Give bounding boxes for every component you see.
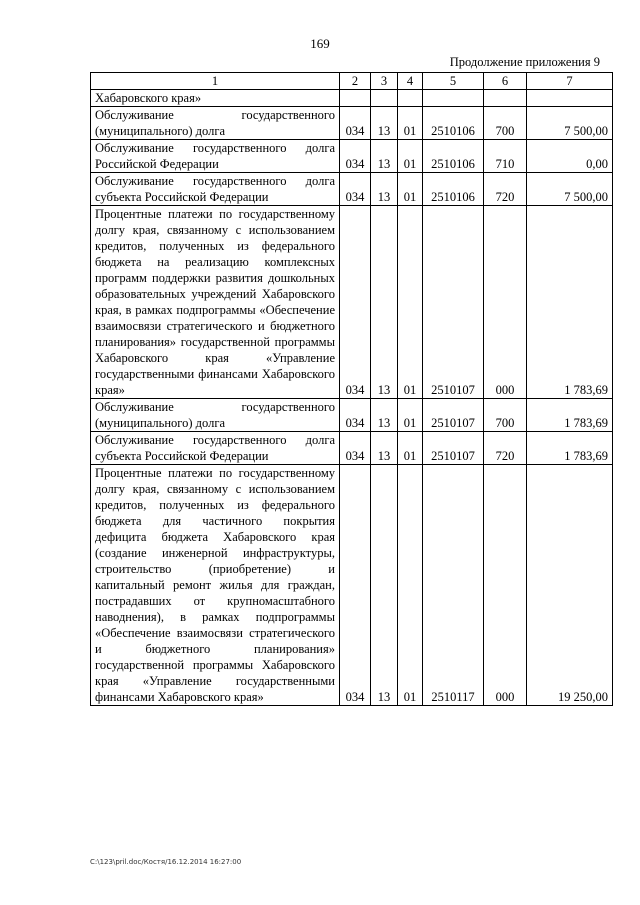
row-expense-type: 710 [484, 140, 527, 173]
row-expense-type: 720 [484, 173, 527, 206]
row-expense-type: 000 [484, 465, 527, 706]
row-ministry-code: 034 [340, 140, 371, 173]
row-section-code [371, 90, 398, 107]
budget-table [90, 72, 613, 706]
page-number: 169 [310, 36, 330, 51]
row-amount: 1 783,69 [527, 432, 613, 465]
row-subsection-code: 01 [398, 140, 423, 173]
table-row [91, 107, 613, 140]
row-section-code: 13 [371, 173, 398, 206]
table-row [91, 173, 613, 206]
row-expense-type: 000 [484, 206, 527, 399]
row-amount: 1 783,69 [527, 399, 613, 432]
row-description: Обслуживание государственного (муниципального) долга [91, 399, 340, 432]
table-row [91, 399, 613, 432]
row-description: Обслуживание государственного долга субъекта Российской Федерации [91, 432, 340, 465]
header-col-4: 4 [398, 73, 423, 90]
row-expense-type: 720 [484, 432, 527, 465]
row-ministry-code: 034 [340, 206, 371, 399]
row-ministry-code [340, 90, 371, 107]
row-target-code: 2510117 [423, 465, 484, 706]
row-amount: 19 250,00 [527, 465, 613, 706]
row-target-code: 2510107 [423, 432, 484, 465]
row-section-code: 13 [371, 399, 398, 432]
file-path-footer: C:\123\pril.doc/Костя/16.12.2014 16:27:00 [90, 858, 242, 866]
row-subsection-code: 01 [398, 107, 423, 140]
row-section-code: 13 [371, 206, 398, 399]
row-subsection-code: 01 [398, 432, 423, 465]
row-expense-type: 700 [484, 399, 527, 432]
row-ministry-code: 034 [340, 173, 371, 206]
row-description: Обслуживание государственного (муниципального) долга [91, 107, 340, 140]
row-target-code: 2510107 [423, 399, 484, 432]
header-row [91, 73, 613, 90]
table-row [91, 465, 613, 706]
row-ministry-code: 034 [340, 399, 371, 432]
row-target-code: 2510106 [423, 173, 484, 206]
row-section-code: 13 [371, 140, 398, 173]
row-subsection-code [398, 90, 423, 107]
table-row [91, 140, 613, 173]
row-subsection-code: 01 [398, 173, 423, 206]
row-subsection-code: 01 [398, 465, 423, 706]
appendix-continuation-note: Продолжение приложения 9 [449, 55, 600, 69]
table-row [91, 432, 613, 465]
row-section-code: 13 [371, 465, 398, 706]
row-amount: 1 783,69 [527, 206, 613, 399]
table-row [91, 206, 613, 399]
header-col-7: 7 [527, 73, 613, 90]
table-row [91, 90, 613, 107]
header-col-1: 1 [91, 73, 340, 90]
row-ministry-code: 034 [340, 432, 371, 465]
row-expense-type: 700 [484, 107, 527, 140]
row-target-code [423, 90, 484, 107]
row-description: Процентные платежи по государственному долгу края, связанному с использованием кредитов, полученных из федерального бюджета на реализацию комплексных программ поддержки развития дошкольных образовательных учреждений Хабаровского края, в рамках подпрограммы «Обеспечение взаимосвязи стратегического и бюджетного планирования» государственной программы Хабаровского края «Управление государственными финансами Хабаровского края» [91, 206, 340, 399]
header-col-2: 2 [340, 73, 371, 90]
row-amount [527, 90, 613, 107]
row-amount: 7 500,00 [527, 173, 613, 206]
row-expense-type [484, 90, 527, 107]
row-section-code: 13 [371, 432, 398, 465]
row-subsection-code: 01 [398, 206, 423, 399]
row-ministry-code: 034 [340, 107, 371, 140]
row-target-code: 2510106 [423, 107, 484, 140]
row-amount: 0,00 [527, 140, 613, 173]
row-description: Обслуживание государственного долга Российской Федерации [91, 140, 340, 173]
row-section-code: 13 [371, 107, 398, 140]
row-amount: 7 500,00 [527, 107, 613, 140]
header-col-3: 3 [371, 73, 398, 90]
row-description: Обслуживание государственного долга субъекта Российской Федерации [91, 173, 340, 206]
header-col-5: 5 [423, 73, 484, 90]
row-ministry-code: 034 [340, 465, 371, 706]
row-subsection-code: 01 [398, 399, 423, 432]
row-target-code: 2510107 [423, 206, 484, 399]
row-description: Хабаровского края» [91, 90, 340, 107]
header-col-6: 6 [484, 73, 527, 90]
row-description: Процентные платежи по государственному долгу края, связанному с использованием кредитов, полученных из федерального бюджета для частичного покрытия дефицита бюджета Хабаровского края (создание инженерной инфраструктуры, строительство (приобретение) и капитальный ремонт жилья для граждан, пострадавших от крупномасштабного наводнения), в рамках подпрограммы «Обеспечение взаимосвязи стратегического и бюджетного планирования» государственной программы Хабаровского края «Управление государственными финансами Хабаровского края» [91, 465, 340, 706]
row-target-code: 2510106 [423, 140, 484, 173]
